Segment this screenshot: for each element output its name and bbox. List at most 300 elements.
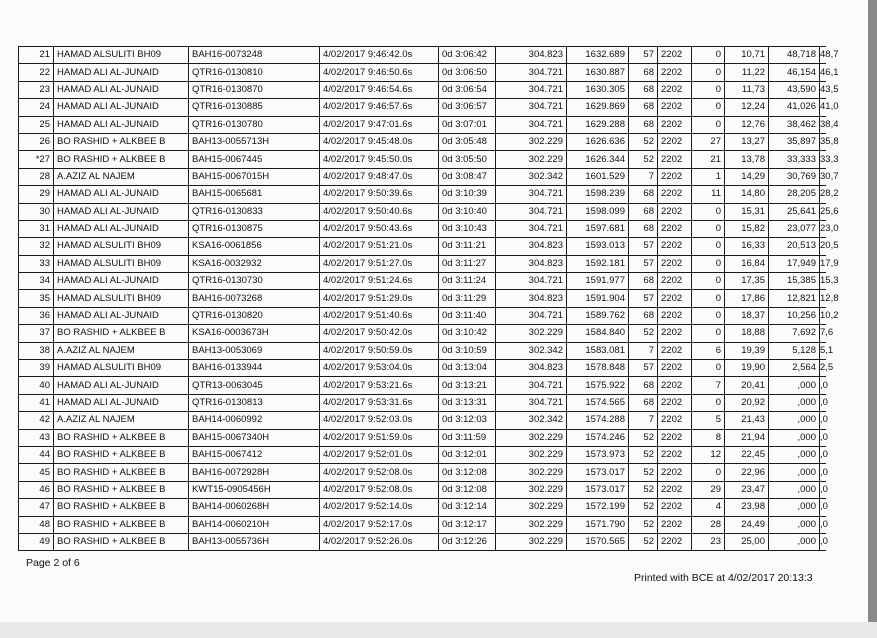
arrival-time-cell: 4/02/2017 9:51:59.0s <box>320 429 439 446</box>
position-cell: 28 <box>19 168 54 185</box>
table-row <box>19 168 827 185</box>
arrival-time-cell: 4/02/2017 9:48:47.0s <box>320 168 439 185</box>
velocity-cell: 1574.288 <box>567 412 629 429</box>
distance-cell: 304.721 <box>496 394 567 411</box>
percent-cell: 15,31 <box>725 203 769 220</box>
flight-duration-cell: 0d 3:06:42 <box>439 47 496 64</box>
score-cell: 48,718 <box>769 47 820 64</box>
score-cell: 43,590 <box>769 81 820 98</box>
truncated-score-cell: ,0 <box>820 394 827 411</box>
truncated-score-cell: 2,5 <box>820 360 827 377</box>
velocity-cell: 1598.239 <box>567 186 629 203</box>
position-cell: 39 <box>19 360 54 377</box>
distance-cell: 304.721 <box>496 186 567 203</box>
points-cell: 0 <box>692 81 725 98</box>
velocity-cell: 1584.840 <box>567 325 629 342</box>
table-row <box>19 446 827 463</box>
arrival-time-cell: 4/02/2017 9:52:14.0s <box>320 499 439 516</box>
ring-number-cell: BAH16-0133944 <box>189 360 320 377</box>
distance-cell: 302.229 <box>496 533 567 550</box>
class-cell: 52 <box>629 516 658 533</box>
points-cell: 23 <box>692 533 725 550</box>
score-cell: ,000 <box>769 394 820 411</box>
position-cell: 38 <box>19 342 54 359</box>
loft-name-cell: HAMAD ALI AL-JUNAID <box>54 394 189 411</box>
section-cell: 2202 <box>658 377 692 394</box>
points-cell: 29 <box>692 481 725 498</box>
distance-cell: 302.229 <box>496 499 567 516</box>
table-row <box>19 394 827 411</box>
table-row <box>19 151 827 168</box>
arrival-time-cell: 4/02/2017 9:52:03.0s <box>320 412 439 429</box>
loft-name-cell: HAMAD ALI AL-JUNAID <box>54 116 189 133</box>
results-table-body <box>19 47 839 551</box>
table-row <box>19 377 827 394</box>
table-row <box>19 186 827 203</box>
points-cell: 0 <box>692 220 725 237</box>
loft-name-cell: HAMAD ALSULITI BH09 <box>54 360 189 377</box>
section-cell: 2202 <box>658 220 692 237</box>
ring-number-cell: BAH14-0060268H <box>189 499 320 516</box>
flight-duration-cell: 0d 3:10:59 <box>439 342 496 359</box>
table-row <box>19 64 827 81</box>
position-cell: 41 <box>19 394 54 411</box>
flight-duration-cell: 0d 3:06:54 <box>439 81 496 98</box>
distance-cell: 304.823 <box>496 238 567 255</box>
percent-cell: 22,45 <box>725 446 769 463</box>
flight-duration-cell: 0d 3:06:50 <box>439 64 496 81</box>
class-cell: 52 <box>629 446 658 463</box>
distance-cell: 302.229 <box>496 325 567 342</box>
section-cell: 2202 <box>658 481 692 498</box>
table-row <box>19 533 827 550</box>
truncated-score-cell: 38,4 <box>820 116 827 133</box>
distance-cell: 304.721 <box>496 377 567 394</box>
position-cell: 24 <box>19 99 54 116</box>
distance-cell: 304.823 <box>496 255 567 272</box>
section-cell: 2202 <box>658 168 692 185</box>
table-row <box>19 133 827 150</box>
position-cell: 35 <box>19 290 54 307</box>
truncated-score-cell: ,0 <box>820 516 827 533</box>
points-cell: 0 <box>692 273 725 290</box>
points-cell: 0 <box>692 464 725 481</box>
distance-cell: 302.342 <box>496 342 567 359</box>
flight-duration-cell: 0d 3:12:26 <box>439 533 496 550</box>
ring-number-cell: BAH15-0067340H <box>189 429 320 446</box>
truncated-score-cell: 25,6 <box>820 203 827 220</box>
class-cell: 68 <box>629 81 658 98</box>
arrival-time-cell: 4/02/2017 9:51:24.6s <box>320 273 439 290</box>
arrival-time-cell: 4/02/2017 9:51:27.0s <box>320 255 439 272</box>
ring-number-cell: BAH15-0067412 <box>189 446 320 463</box>
arrival-time-cell: 4/02/2017 9:46:54.6s <box>320 81 439 98</box>
section-cell: 2202 <box>658 499 692 516</box>
class-cell: 68 <box>629 99 658 116</box>
ring-number-cell: QTR16-0130885 <box>189 99 320 116</box>
arrival-time-cell: 4/02/2017 9:52:08.0s <box>320 481 439 498</box>
score-cell: 30,769 <box>769 168 820 185</box>
ring-number-cell: BAH15-0065681 <box>189 186 320 203</box>
position-cell: 45 <box>19 464 54 481</box>
distance-cell: 302.229 <box>496 516 567 533</box>
ring-number-cell: QTR16-0130833 <box>189 203 320 220</box>
velocity-cell: 1598.099 <box>567 203 629 220</box>
distance-cell: 304.721 <box>496 64 567 81</box>
truncated-score-cell: ,0 <box>820 464 827 481</box>
points-cell: 0 <box>692 116 725 133</box>
arrival-time-cell: 4/02/2017 9:52:26.0s <box>320 533 439 550</box>
class-cell: 7 <box>629 342 658 359</box>
points-cell: 11 <box>692 186 725 203</box>
position-cell: *27 <box>19 151 54 168</box>
flight-duration-cell: 0d 3:12:14 <box>439 499 496 516</box>
velocity-cell: 1591.977 <box>567 273 629 290</box>
truncated-score-cell: ,0 <box>820 412 827 429</box>
score-cell: ,000 <box>769 412 820 429</box>
flight-duration-cell: 0d 3:11:59 <box>439 429 496 446</box>
section-cell: 2202 <box>658 273 692 290</box>
score-cell: ,000 <box>769 446 820 463</box>
position-cell: 32 <box>19 238 54 255</box>
position-cell: 43 <box>19 429 54 446</box>
flight-duration-cell: 0d 3:12:01 <box>439 446 496 463</box>
velocity-cell: 1630.887 <box>567 64 629 81</box>
loft-name-cell: A.AZIZ AL NAJEM <box>54 342 189 359</box>
arrival-time-cell: 4/02/2017 9:53:31.6s <box>320 394 439 411</box>
position-cell: 21 <box>19 47 54 64</box>
percent-cell: 17,35 <box>725 273 769 290</box>
distance-cell: 302.229 <box>496 133 567 150</box>
class-cell: 68 <box>629 307 658 324</box>
velocity-cell: 1574.246 <box>567 429 629 446</box>
loft-name-cell: HAMAD ALI AL-JUNAID <box>54 377 189 394</box>
distance-cell: 302.342 <box>496 412 567 429</box>
flight-duration-cell: 0d 3:05:50 <box>439 151 496 168</box>
velocity-cell: 1629.288 <box>567 116 629 133</box>
arrival-time-cell: 4/02/2017 9:52:08.0s <box>320 464 439 481</box>
table-row <box>19 342 827 359</box>
velocity-cell: 1629.869 <box>567 99 629 116</box>
table-row <box>19 255 827 272</box>
distance-cell: 304.823 <box>496 290 567 307</box>
loft-name-cell: BO RASHID + ALKBEE B <box>54 464 189 481</box>
points-cell: 21 <box>692 151 725 168</box>
loft-name-cell: HAMAD ALI AL-JUNAID <box>54 64 189 81</box>
position-cell: 42 <box>19 412 54 429</box>
points-cell: 0 <box>692 325 725 342</box>
velocity-cell: 1573.017 <box>567 481 629 498</box>
percent-cell: 12,76 <box>725 116 769 133</box>
flight-duration-cell: 0d 3:06:57 <box>439 99 496 116</box>
flight-duration-cell: 0d 3:10:43 <box>439 220 496 237</box>
truncated-score-cell: 23,0 <box>820 220 827 237</box>
flight-duration-cell: 0d 3:13:04 <box>439 360 496 377</box>
score-cell: 12,821 <box>769 290 820 307</box>
percent-cell: 22,96 <box>725 464 769 481</box>
flight-duration-cell: 0d 3:12:08 <box>439 464 496 481</box>
arrival-time-cell: 4/02/2017 9:52:17.0s <box>320 516 439 533</box>
class-cell: 57 <box>629 238 658 255</box>
score-cell: ,000 <box>769 464 820 481</box>
ring-number-cell: QTR16-0130813 <box>189 394 320 411</box>
section-cell: 2202 <box>658 186 692 203</box>
ring-number-cell: BAH14-0060992 <box>189 412 320 429</box>
score-cell: 2,564 <box>769 360 820 377</box>
velocity-cell: 1578.848 <box>567 360 629 377</box>
loft-name-cell: HAMAD ALI AL-JUNAID <box>54 307 189 324</box>
arrival-time-cell: 4/02/2017 9:51:40.6s <box>320 307 439 324</box>
class-cell: 57 <box>629 290 658 307</box>
truncated-score-cell: ,0 <box>820 481 827 498</box>
position-cell: 22 <box>19 64 54 81</box>
section-cell: 2202 <box>658 238 692 255</box>
position-cell: 25 <box>19 116 54 133</box>
section-cell: 2202 <box>658 394 692 411</box>
table-row <box>19 220 827 237</box>
truncated-score-cell: 30,7 <box>820 168 827 185</box>
class-cell: 68 <box>629 377 658 394</box>
percent-cell: 20,92 <box>725 394 769 411</box>
distance-cell: 304.721 <box>496 203 567 220</box>
percent-cell: 21,94 <box>725 429 769 446</box>
arrival-time-cell: 4/02/2017 9:53:21.6s <box>320 377 439 394</box>
arrival-time-cell: 4/02/2017 9:50:39.6s <box>320 186 439 203</box>
table-row <box>19 481 827 498</box>
flight-duration-cell: 0d 3:12:08 <box>439 481 496 498</box>
score-cell: 25,641 <box>769 203 820 220</box>
section-cell: 2202 <box>658 307 692 324</box>
flight-duration-cell: 0d 3:12:17 <box>439 516 496 533</box>
ring-number-cell: BAH16-0073268 <box>189 290 320 307</box>
ring-number-cell: KSA16-0003673H <box>189 325 320 342</box>
flight-duration-cell: 0d 3:13:31 <box>439 394 496 411</box>
velocity-cell: 1592.181 <box>567 255 629 272</box>
ring-number-cell: QTR16-0130780 <box>189 116 320 133</box>
loft-name-cell: HAMAD ALI AL-JUNAID <box>54 220 189 237</box>
section-cell: 2202 <box>658 516 692 533</box>
class-cell: 52 <box>629 133 658 150</box>
section-cell: 2202 <box>658 342 692 359</box>
loft-name-cell: HAMAD ALI AL-JUNAID <box>54 273 189 290</box>
truncated-score-cell: 7,6 <box>820 325 827 342</box>
points-cell: 12 <box>692 446 725 463</box>
points-cell: 0 <box>692 99 725 116</box>
velocity-cell: 1583.081 <box>567 342 629 359</box>
truncated-score-cell: ,0 <box>820 446 827 463</box>
position-cell: 44 <box>19 446 54 463</box>
truncated-score-cell: 48,7 <box>820 47 827 64</box>
truncated-score-cell: 5,1 <box>820 342 827 359</box>
truncated-score-cell: 17,9 <box>820 255 827 272</box>
arrival-time-cell: 4/02/2017 9:53:04.0s <box>320 360 439 377</box>
ring-number-cell: BAH16-0073248 <box>189 47 320 64</box>
race-results-table <box>18 46 839 551</box>
truncated-score-cell: ,0 <box>820 377 827 394</box>
distance-cell: 302.229 <box>496 429 567 446</box>
distance-cell: 302.229 <box>496 446 567 463</box>
table-row <box>19 116 827 133</box>
distance-cell: 302.229 <box>496 481 567 498</box>
score-cell: ,000 <box>769 516 820 533</box>
section-cell: 2202 <box>658 446 692 463</box>
table-row <box>19 464 827 481</box>
percent-cell: 11,73 <box>725 81 769 98</box>
points-cell: 7 <box>692 377 725 394</box>
class-cell: 52 <box>629 429 658 446</box>
ring-number-cell: BAH13-0055713H <box>189 133 320 150</box>
section-cell: 2202 <box>658 290 692 307</box>
score-cell: 7,692 <box>769 325 820 342</box>
velocity-cell: 1601.529 <box>567 168 629 185</box>
class-cell: 68 <box>629 116 658 133</box>
distance-cell: 302.229 <box>496 464 567 481</box>
score-cell: 17,949 <box>769 255 820 272</box>
section-cell: 2202 <box>658 99 692 116</box>
percent-cell: 18,37 <box>725 307 769 324</box>
velocity-cell: 1626.344 <box>567 151 629 168</box>
points-cell: 0 <box>692 360 725 377</box>
percent-cell: 14,80 <box>725 186 769 203</box>
loft-name-cell: HAMAD ALSULITI BH09 <box>54 255 189 272</box>
table-row <box>19 325 827 342</box>
arrival-time-cell: 4/02/2017 9:50:42.0s <box>320 325 439 342</box>
section-cell: 2202 <box>658 325 692 342</box>
loft-name-cell: HAMAD ALSULITI BH09 <box>54 290 189 307</box>
table-row <box>19 273 827 290</box>
loft-name-cell: HAMAD ALI AL-JUNAID <box>54 203 189 220</box>
section-cell: 2202 <box>658 64 692 81</box>
arrival-time-cell: 4/02/2017 9:50:43.6s <box>320 220 439 237</box>
arrival-time-cell: 4/02/2017 9:47:01.6s <box>320 116 439 133</box>
position-cell: 36 <box>19 307 54 324</box>
percent-cell: 20,41 <box>725 377 769 394</box>
ring-number-cell: KSA16-0061856 <box>189 238 320 255</box>
section-cell: 2202 <box>658 533 692 550</box>
class-cell: 68 <box>629 64 658 81</box>
distance-cell: 304.721 <box>496 307 567 324</box>
flight-duration-cell: 0d 3:10:42 <box>439 325 496 342</box>
position-cell: 30 <box>19 203 54 220</box>
score-cell: 10,256 <box>769 307 820 324</box>
loft-name-cell: BO RASHID + ALKBEE B <box>54 446 189 463</box>
truncated-score-cell: ,0 <box>820 499 827 516</box>
percent-cell: 14,29 <box>725 168 769 185</box>
distance-cell: 304.721 <box>496 99 567 116</box>
arrival-time-cell: 4/02/2017 9:46:50.6s <box>320 64 439 81</box>
loft-name-cell: HAMAD ALI AL-JUNAID <box>54 81 189 98</box>
velocity-cell: 1574.565 <box>567 394 629 411</box>
flight-duration-cell: 0d 3:11:24 <box>439 273 496 290</box>
section-cell: 2202 <box>658 255 692 272</box>
loft-name-cell: BO RASHID + ALKBEE B <box>54 481 189 498</box>
ring-number-cell: BAH13-0053069 <box>189 342 320 359</box>
flight-duration-cell: 0d 3:10:39 <box>439 186 496 203</box>
truncated-score-cell: 15,3 <box>820 273 827 290</box>
ring-number-cell: BAH15-0067015H <box>189 168 320 185</box>
velocity-cell: 1591.904 <box>567 290 629 307</box>
arrival-time-cell: 4/02/2017 9:46:57.6s <box>320 99 439 116</box>
velocity-cell: 1597.681 <box>567 220 629 237</box>
ring-number-cell: BAH14-0060210H <box>189 516 320 533</box>
percent-cell: 24,49 <box>725 516 769 533</box>
ring-number-cell: QTR16-0130820 <box>189 307 320 324</box>
percent-cell: 23,98 <box>725 499 769 516</box>
ring-number-cell: KWT15-0905456H <box>189 481 320 498</box>
score-cell: 46,154 <box>769 64 820 81</box>
points-cell: 0 <box>692 307 725 324</box>
arrival-time-cell: 4/02/2017 9:50:59.0s <box>320 342 439 359</box>
truncated-score-cell: 10,2 <box>820 307 827 324</box>
score-cell: 35,897 <box>769 133 820 150</box>
points-cell: 0 <box>692 64 725 81</box>
flight-duration-cell: 0d 3:12:03 <box>439 412 496 429</box>
table-row <box>19 238 827 255</box>
section-cell: 2202 <box>658 133 692 150</box>
ring-number-cell: BAH16-0072928H <box>189 464 320 481</box>
velocity-cell: 1573.973 <box>567 446 629 463</box>
percent-cell: 23,47 <box>725 481 769 498</box>
table-row <box>19 516 827 533</box>
ring-number-cell: BAH13-0055736H <box>189 533 320 550</box>
class-cell: 52 <box>629 533 658 550</box>
percent-cell: 11,22 <box>725 64 769 81</box>
truncated-score-cell: ,0 <box>820 533 827 550</box>
section-cell: 2202 <box>658 360 692 377</box>
points-cell: 0 <box>692 203 725 220</box>
ring-number-cell: KSA16-0032932 <box>189 255 320 272</box>
points-cell: 1 <box>692 168 725 185</box>
distance-cell: 304.721 <box>496 220 567 237</box>
class-cell: 57 <box>629 360 658 377</box>
position-cell: 34 <box>19 273 54 290</box>
score-cell: 38,462 <box>769 116 820 133</box>
points-cell: 0 <box>692 47 725 64</box>
truncated-score-cell: 20,5 <box>820 238 827 255</box>
loft-name-cell: BO RASHID + ALKBEE B <box>54 533 189 550</box>
loft-name-cell: HAMAD ALSULITI BH09 <box>54 238 189 255</box>
distance-cell: 304.721 <box>496 273 567 290</box>
section-cell: 2202 <box>658 81 692 98</box>
score-cell: ,000 <box>769 377 820 394</box>
score-cell: ,000 <box>769 533 820 550</box>
flight-duration-cell: 0d 3:07:01 <box>439 116 496 133</box>
position-cell: 33 <box>19 255 54 272</box>
page-number: Page 2 of 6 <box>26 557 80 569</box>
score-cell: 15,385 <box>769 273 820 290</box>
points-cell: 0 <box>692 394 725 411</box>
printed-footer: Printed with BCE at 4/02/2017 20:13:3 <box>634 572 813 584</box>
points-cell: 0 <box>692 290 725 307</box>
percent-cell: 13,78 <box>725 151 769 168</box>
arrival-time-cell: 4/02/2017 9:52:01.0s <box>320 446 439 463</box>
truncated-score-cell: 33,3 <box>820 151 827 168</box>
ring-number-cell: QTR13-0063045 <box>189 377 320 394</box>
velocity-cell: 1575.922 <box>567 377 629 394</box>
percent-cell: 13,27 <box>725 133 769 150</box>
flight-duration-cell: 0d 3:11:27 <box>439 255 496 272</box>
arrival-time-cell: 4/02/2017 9:45:48.0s <box>320 133 439 150</box>
points-cell: 8 <box>692 429 725 446</box>
loft-name-cell: BO RASHID + ALKBEE B <box>54 429 189 446</box>
flight-duration-cell: 0d 3:11:21 <box>439 238 496 255</box>
score-cell: 20,513 <box>769 238 820 255</box>
score-cell: 23,077 <box>769 220 820 237</box>
points-cell: 0 <box>692 238 725 255</box>
position-cell: 47 <box>19 499 54 516</box>
class-cell: 52 <box>629 499 658 516</box>
velocity-cell: 1632.689 <box>567 47 629 64</box>
